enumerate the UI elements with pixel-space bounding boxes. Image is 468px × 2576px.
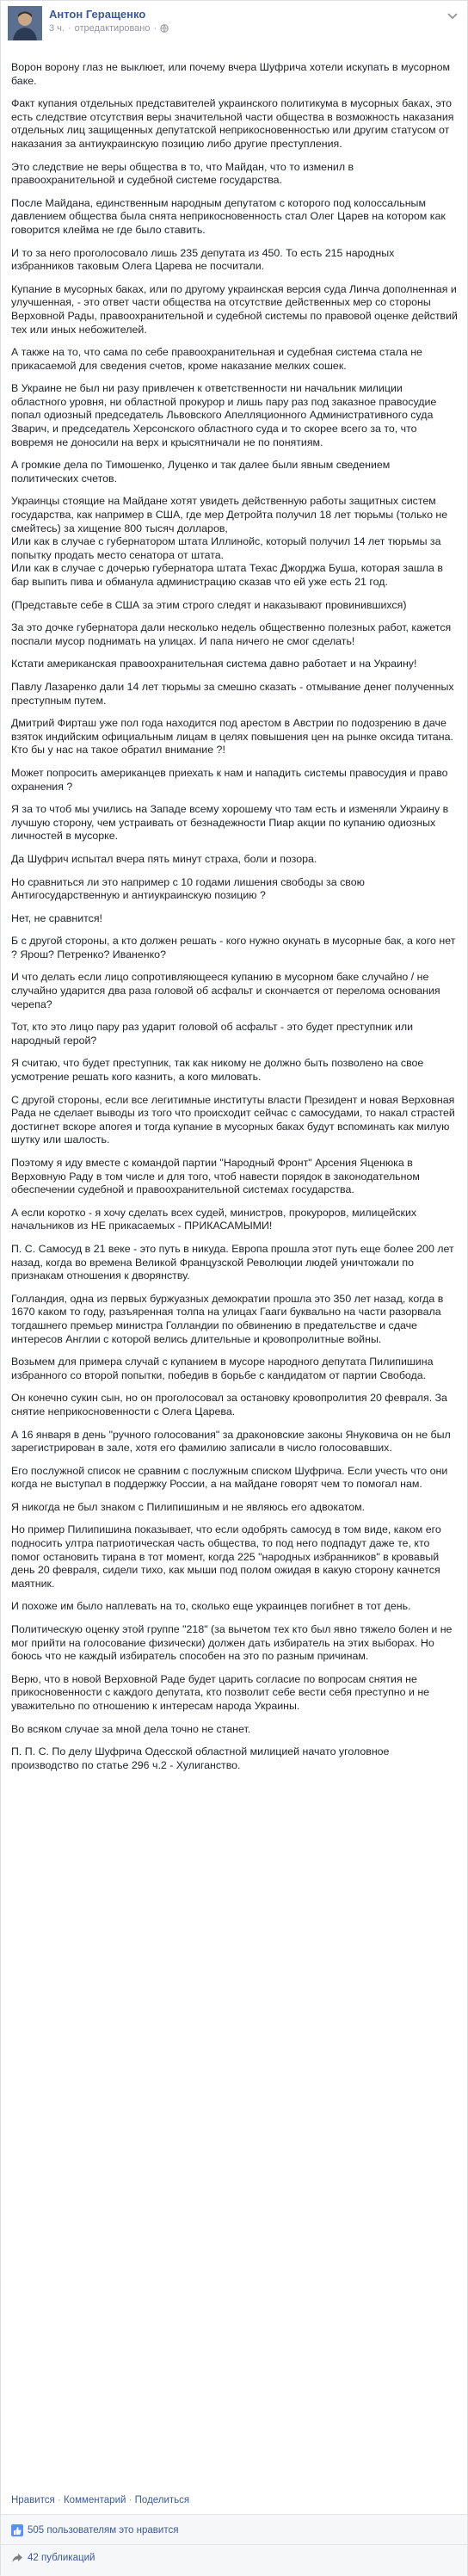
post-paragraph: Во всяком случае за мной дела точно не станет.: [11, 1722, 251, 1735]
post-paragraph: Я никогда не был знаком с Пилипишиным и не являюсь его адвокатом.: [11, 1500, 366, 1513]
post-body: [11, 61, 459, 1782]
post-paragraph: И похоже им было наплевать на то, сколько еще украинцев погибнет в тот день.: [11, 1600, 411, 1613]
post-paragraph: Возьмем для примера случай с купанием в мусоре народного депутата Пилипишина избранного со второй попытки, победив в борьбе с кандидатом от партии Свобода.: [11, 1356, 434, 1381]
like-link[interactable]: Нравится: [11, 2495, 55, 2505]
post-paragraph: За это дочке губернатора дали несколько недель общественно полезных работ, кажется поспали мусор поднимать на улицах. И папа ничего не смог сделать!: [11, 621, 452, 647]
post-time[interactable]: 3 ч.: [49, 23, 65, 34]
post-paragraph: Факт купания отдельных представителей украинского политикума в мусорных баках, это есть следствие отсутствия веры значительной части общества в возможность наказания отдельных лиц защищенных депутатской неприкосновенностью или другим статусом от наказания за антиукраинскую позицию либо другие преступления.: [11, 97, 454, 150]
post-paragraph: А 16 января в день "ручного голосования" за драконовские законы Януковича он не был зарегистрирован в зале, хотя его фамилию записали в число голосовавших.: [11, 1428, 451, 1455]
post-paragraph: Я за то чтоб мы учились на Западе всему хорошему что там есть и изменяли Украину в лучшую сторону, чем устраивать от безнадежности Пиар акции по купанию одиозных личностей в мусорке.: [11, 803, 449, 843]
post-paragraph: Да Шуфрич испытал вчера пять минут страха, боли и позора.: [11, 852, 317, 865]
post-header: [8, 6, 464, 44]
post-paragraph: Тот, кто это лицо пару раз ударит головой об асфальт - это будет преступник или народный герой?: [11, 1021, 414, 1047]
avatar-image: [8, 6, 42, 40]
post-paragraph: Украинцы стоящие на Майдане хотят увидеть действенную работы защитных систем государства, как например в США, где мер Детройта получил 18 лет тюрьмы (только не смейтесь) за хищение 800 тысяч долларов, Или как в случае с губернатором штата Иллинойс, который получил 14 лет тюрьмы за попытку продать место сенатора от штата. Или как в случае с дочерью губернатора штата Техас Джорджа Буша, которая зашла в бар выпить пива и обманула администрацию сказав что ей уже есть 21 год.: [11, 495, 448, 588]
post-paragraph: Поэтому я иду вместе с командой партии "Народный Фронт" Арсения Яценюка в Верховную Раду в том числе и для того, чтоб навести порядок в законодательном обеспечении судебной и правоохранительной системах государства.: [11, 1157, 420, 1196]
post-footer: [1, 2514, 467, 2576]
post-paragraph: Это следствие не веры общества в то, что Майдан, что то изменил в правоохранительной и судебной системе государства.: [11, 160, 354, 187]
post-paragraph: П. С. Самосуд в 21 веке - это путь в никуда. Европа прошла этот путь еще более 200 лет назад, когда во времена Великой Французской Революции людей уничтожали по признакам отношения к дворянству.: [11, 1242, 454, 1282]
avatar[interactable]: [8, 6, 42, 40]
post-paragraph: Политическую оценку этой группе "218" (за вычетом тех кто был явно тяжело болен и не мог прийти на голосование физически) должен дать избиратель на этих выборах. Но боюсь что не каждый избиратель способен на это по разным причинам.: [11, 1623, 453, 1663]
likes-count[interactable]: 505 пользователям это нравится: [28, 2525, 179, 2536]
post-paragraph: Он конечно сукин сын, но он проголосовал за остановку кровопролития 20 февраля. За снятие неприкосновенности с Олега Царева.: [11, 1392, 447, 1418]
shares-row[interactable]: [11, 2549, 95, 2567]
post-paragraph: Его послужной список не сравним с послужным списком Шуфрича. Если учесть что они когда не выступал в поддержку России, а на майдане говорят чем то помогал нам.: [11, 1464, 448, 1491]
meta-separator: ·: [67, 23, 71, 34]
post-paragraph: Может попросить американцев приехать к нам и нападить системы правосудия и право охранения ?: [11, 766, 448, 793]
edited-label[interactable]: отредактировано: [74, 23, 151, 34]
post-paragraph: Павлу Лазаренко дали 14 лет тюрьмы за смешно сказать - отмывание денег полученных преступным путем.: [11, 680, 454, 707]
post-paragraph: А если коротко - я хочу сделать всех судей, министров, прокуроров, милицейских начальников из НЕ прикасаемых - ПРИКАСАМЫМИ!: [11, 1206, 417, 1232]
post-paragraph: Но сравниться ли это например с 10 годами лишения свободы за свою Антигосударственную и антиукраинскую позицию ?: [11, 875, 365, 902]
globe-icon: [160, 24, 169, 33]
post-paragraph: Верю, что в новой Верховной Раде будет царить согласие по вопросам снятия не прикосновенности с каждого депутата, кто позволит себе вести себя преступно и не уважительно по отношению к интересам народа Украины.: [11, 1672, 430, 1712]
post-actions: [11, 2495, 189, 2505]
post-paragraph: И что делать если лицо сопротивляющееся купанию в мусорном баке случайно / не случайно ударится два раза головой об асфальт и скончается от перелома основания черепа?: [11, 971, 440, 1010]
action-sep: ·: [54, 2495, 64, 2505]
post-paragraph: Б с другой стороны, а кто должен решать - кого нужно окунать в мусорные бак, а кого нет ? Ярош? Петренко? Иваненко?: [11, 935, 456, 961]
post-paragraph: Дмитрий Фирташ уже пол года находится под арестом в Австрии по подозрению в даче взяток индийским официальным лицам в целях повышения цен на рынке оксида титана. Кто бы у нас на такое обратил внимание ?!: [11, 717, 453, 757]
chevron-down-icon[interactable]: [445, 8, 460, 23]
share-link[interactable]: Поделиться: [134, 2495, 190, 2505]
thumbs-up-icon: [11, 2524, 23, 2536]
post-paragraph: И то за него проголосовало лишь 235 депутата из 450. То есть 215 народных избранников таковым Олега Царева не посчитали.: [11, 246, 395, 273]
shares-count[interactable]: 42 публикаций: [28, 2553, 95, 2563]
footer-divider: [1, 2544, 467, 2545]
post-paragraph: Купание в мусорных баках, или по другому украинская версия суда Линча дополненная и улучшенная, - это ответ части общества на отсутствие действенных мер со стороны Верховной Рады, правоохранительной и судебной системы по правовой оценке действий тех или иных небожителей.: [11, 282, 458, 336]
post-paragraph: Голландия, одна из первых буржуазных демократии прошла это 350 лет назад, когда в 1670 каком то году, разъяренная толпа на улицах Гааги буквально на части разорвала тогдашнего премьер министра Голландии по обвинению в предательстве и сдаче интересов Англии с которой велись длительные и кровопролитные войны.: [11, 1292, 444, 1345]
post-paragraph: А также на то, что сама по себе правоохранительная и судебная система стала не прикасаемой для сведения счетов, кроме наказание мелких сошек.: [11, 346, 422, 372]
action-sep: ·: [126, 2495, 135, 2505]
post-paragraph: Кстати американская правоохранительная система давно работает и на Украину!: [11, 658, 417, 670]
meta-separator-2: ·: [153, 23, 157, 34]
post-meta: [49, 23, 169, 34]
likes-row[interactable]: [11, 2522, 178, 2539]
author-name[interactable]: Антон Геращенко: [49, 8, 146, 21]
post-paragraph: Ворон ворону глаз не выклюет, или почему вчера Шуфрича хотели искупать в мусорном баке.: [11, 61, 451, 87]
post-paragraph: Но пример Пилипишина показывает, что если одобрять самосуд в том виде, каком его подносить ултра патриотическая часть общества, то под него подпадут даже те, кто помог остановить тирана в тот момент, когда 225 "народных избранников" в кровавый день 20 февраля, сидели тихо, как мыши под полом ожидая в какую сторону качнется маятник.: [11, 1523, 441, 1590]
post-paragraph: П. П. С. По делу Шуфрича Одесской областной милицией начато уголовное производство по статье 296 ч.2 - Хулиганство.: [11, 1745, 390, 1771]
share-icon: [11, 2552, 23, 2564]
post-paragraph: Я считаю, что будет преступник, так как никому не должно быть позволено на свое усмотрение решать кого казнить, а кого миловать.: [11, 1057, 424, 1084]
post-paragraph: Нет, не сравнится!: [11, 911, 102, 924]
comment-link[interactable]: Комментарий: [63, 2495, 126, 2505]
post-paragraph: А громкие дела по Тимошенко, Луценко и так далее были явным сведением политических счетов.: [11, 459, 391, 485]
post-paragraph: С другой стороны, если все легитимные институты власти Президент и новая Верховная Рада не сделает выводы из того что происходит сейчас с самосудами, то накал страстей достигнет вскоре апогея и тогда купание в мусорных баках будут вспоминать как милую шутку или шалость.: [11, 1093, 455, 1146]
post-paragraph: После Майдана, единственным народным депутатом с которого под колоссальным давлением общества была снята неприкосновенность стал Олег Царев на котором как говорится клейма не где было ставить.: [11, 196, 446, 236]
post-paragraph: (Представьте себе в США за этим строго следят и наказывают провинившихся): [11, 598, 407, 611]
post-paragraph: В Украине не был ни разу привлечен к ответственности ни начальник милиции областного уровня, ни областной прокурор и лишь пару раз под заказное правосудие попал одиозный председатель Львовского Апелляционного Административного суда Зварич, и председатель Херсонского областного суда и то скорее всего за то, что вовремя не доносили на верх и крысятничали не по понятиям.: [11, 382, 437, 448]
